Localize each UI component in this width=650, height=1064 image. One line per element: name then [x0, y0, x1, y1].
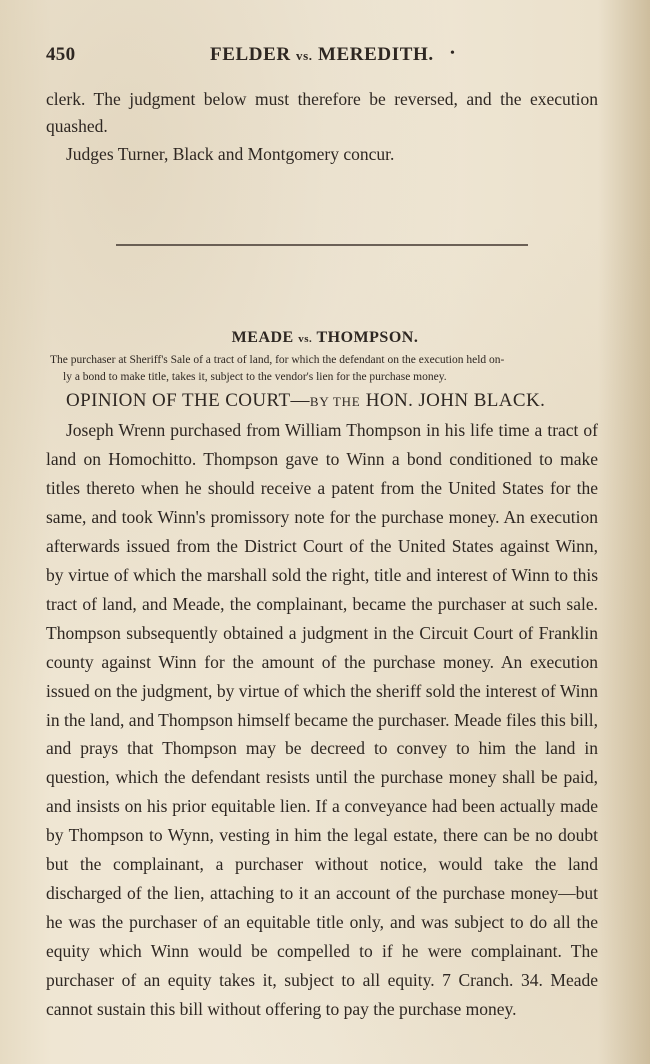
opinion-by: BY THE — [309, 394, 361, 409]
opinion-heading — [66, 390, 606, 412]
case-title-left: MEADE — [231, 329, 294, 346]
opinion-body — [46, 416, 598, 1024]
page-number: 450 — [46, 44, 76, 65]
case-syllabus — [50, 352, 598, 386]
opinion-judge: HON. JOHN BLACK. — [365, 390, 546, 411]
opinion-paragraph: Joseph Wrenn purchased from William Thompson in his life time a tract of land on Homochitto. Thompson gave to Winn a bond conditioned to make titles thereto when he should receive a patent from the United States for the same, and took Winn's promissory note for the purchase money. An execution afterwards issued from the District Court of the United States against Winn, by virtue of which the marshall sold the right, title and interest of Winn to this tract of land, and Meade, the complainant, became the purchaser at such sale. Thompson subsequently obtained a judgment in the Circuit Court of Franklin county against Winn for the amount of the purchase money. An execution issued on the judgment, by virtue of which the sheriff sold the interest of Winn in the land, and Thompson himself became the purchaser. Meade files this bill, and prays that Thompson may be decreed to convey to him the land in question, which the defendant resists until the purchase money shall be paid, and insists on his prior equitable lien. If a conveyance had been actually made by Thompson to Wynn, vesting in him the legal estate, there can be no doubt but the complainant, a purchaser without notice, would take the land discharged of the lien, attaching to it an account of the purchase money—but he was the purchaser of an equitable title only, and was subject to do all the equity which Winn would be compelled to if he were complainant. The purchaser of an equity takes it, subject to all equity. 7 Cranch. 34. Meade cannot sustain this bill without offering to pay the purchase money. — [46, 420, 598, 1020]
running-title-left: FELDER — [210, 44, 291, 65]
section-divider — [116, 244, 528, 246]
syllabus-line-2: ly a bond to make title, takes it, subject to the vendor's lien for the purchase money. — [63, 371, 447, 383]
running-title-right: MEREDITH. — [318, 44, 434, 65]
concurrence-line: Judges Turner, Black and Montgomery concur. — [66, 144, 395, 164]
case-title-vs: vs. — [298, 333, 313, 345]
syllabus-line-1: The purchaser at Sheriff's Sale of a tract of land, for which the defendant on the execution held on- — [50, 354, 505, 366]
case-title-right: THOMPSON. — [316, 329, 419, 346]
case-title — [0, 329, 650, 347]
running-title-vs: vs. — [296, 48, 313, 63]
running-head — [46, 44, 606, 68]
running-title — [210, 44, 434, 66]
previous-case-closing: clerk. The judgment below must therefore be reversed, and the execution quashed. — [46, 89, 598, 137]
opinion-label: OPINION OF THE COURT— — [66, 390, 310, 411]
ornament-dot-icon: • — [450, 46, 456, 61]
